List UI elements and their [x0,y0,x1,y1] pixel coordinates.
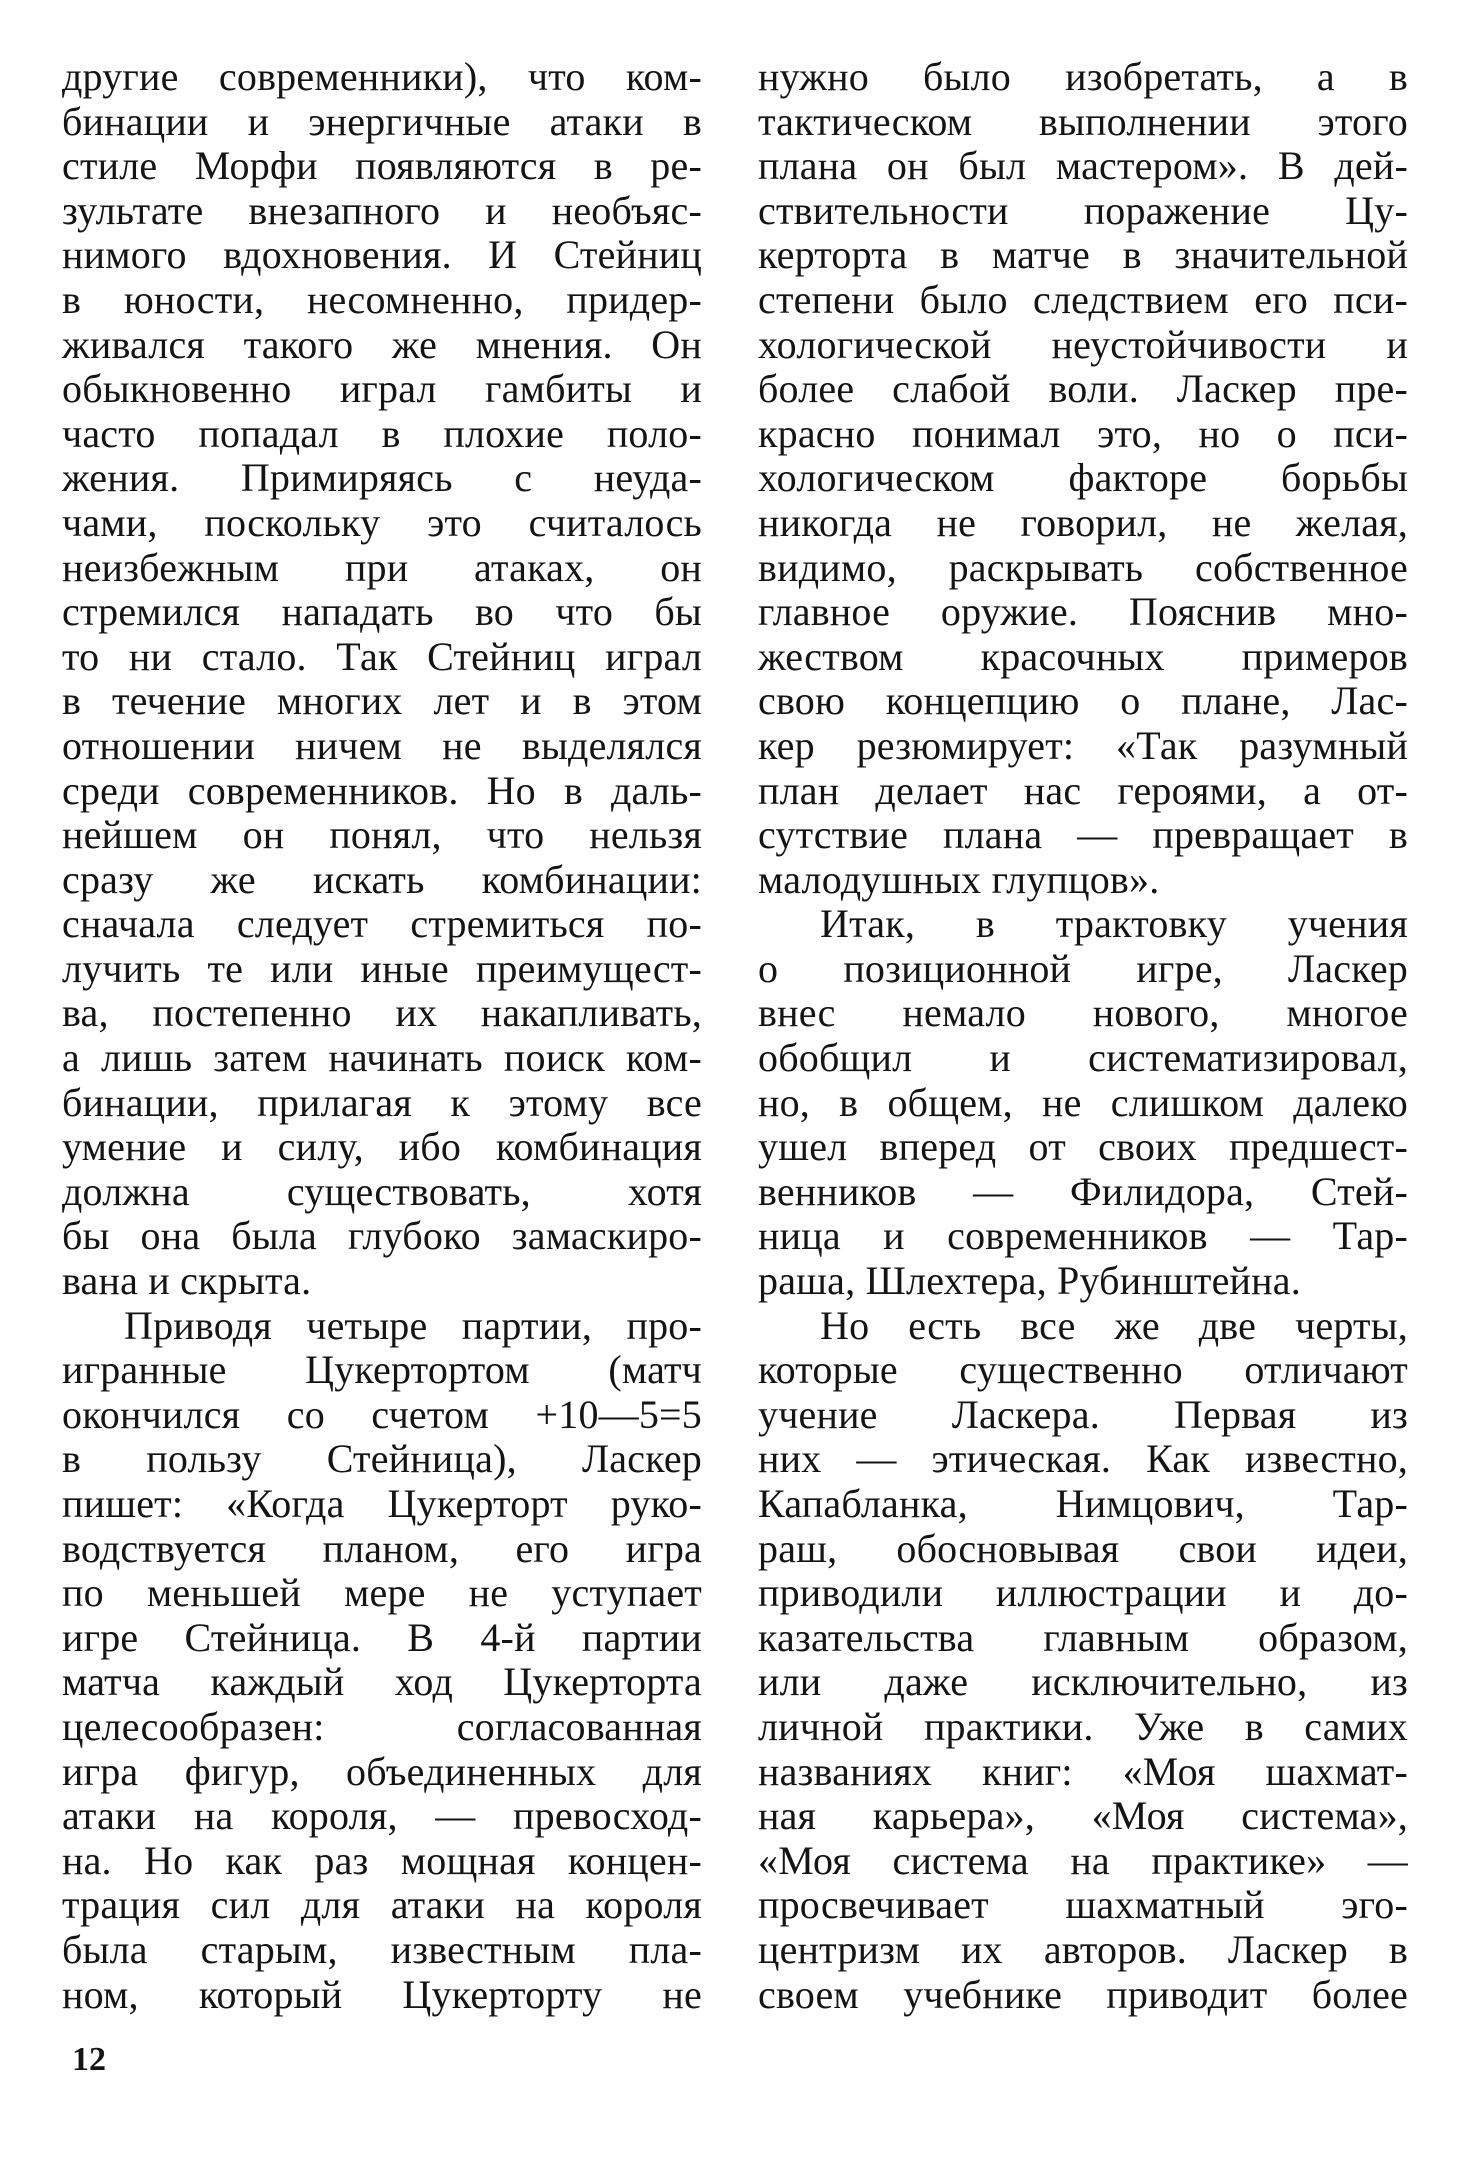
right-text-column [758,55,1408,2017]
text-line: ва, постепенно их накапливать, [62,990,702,1036]
text-line: «Моя система на практике» — [758,1837,1408,1883]
text-line: неизбежным при атаках, он [62,544,702,590]
text-line: главное оружие. Пояснив мно- [758,589,1408,635]
text-line: часто попадал в плохие поло- [62,410,702,456]
text-line: тактическом выполнении этого [758,98,1408,144]
text-line: по меньшей мере не уступает [62,1570,702,1616]
text-line: бинации и энергичные атаки в [62,98,702,144]
text-line: никогда не говорил, не желая, [758,499,1408,545]
text-line: хологическом факторе борьбы [758,455,1408,501]
text-line: нейшем он понял, что нельзя [62,812,702,858]
text-line: о позиционной игре, Ласкер [758,945,1408,991]
text-line: степени было следствием его пси- [758,276,1408,322]
text-line: ном, который Цукерторту не [62,1971,702,2017]
text-line: водствуется планом, его игра [62,1525,702,1571]
text-line: жеством красочных примеров [758,633,1408,679]
text-line: другие современники), что ком- [62,54,702,99]
text-line: обыкновенно играл гамбиты и [62,366,702,412]
text-line: свою концепцию о плане, Лас- [758,678,1408,724]
text-line-paragraph-start: Итак, в трактовку учения [820,901,1408,947]
text-line: названиях книг: «Моя шахмат- [758,1748,1408,1794]
text-line: чами, поскольку это считалось [62,499,702,545]
left-text-column [62,55,702,2017]
text-line: матча каждый ход Цукерторта [62,1659,702,1705]
text-line: окончился со счетом +10—5=5 [62,1391,702,1437]
text-line: керторта в матче в значительной [758,232,1408,278]
text-line: то ни стало. Так Стейниц играл [62,633,702,679]
text-line: трация сил для атаки на короля [62,1882,702,1928]
text-line: но, в общем, не слишком далеко [758,1079,1408,1125]
text-line: или даже исключительно, из [758,1659,1408,1705]
text-line: план делает нас героями, а от- [758,767,1408,813]
text-line: стремился нападать во что бы [62,589,702,635]
text-line: жения. Примиряясь с неуда- [62,455,702,501]
text-line: кер резюмирует: «Так разумный [758,722,1408,768]
text-line: бы она была глубоко замаскиро- [62,1213,702,1259]
text-line-paragraph-end: раша, Шлехтера, Рубинштейна. [758,1258,1301,1304]
text-line: стиле Морфи появляются в ре- [62,143,702,189]
text-line: плана он был мастером». В дей- [758,143,1408,189]
text-line: в юности, несомненно, придер- [62,276,702,322]
text-line: в течение многих лет и в этом [62,678,702,724]
text-line-paragraph-end: малодушных глупцов». [758,856,1160,902]
text-line: атаки на короля, — превосход- [62,1793,702,1839]
text-line: игранные Цукертортом (матч [62,1347,702,1393]
text-line: умение и силу, ибо комбинация [62,1124,702,1170]
text-line: ница и современников — Тар- [758,1213,1408,1259]
text-line-spaced: должна существовать, хотя [62,1168,702,1214]
text-line: живался такого же мнения. Он [62,321,702,367]
page-number: 12 [72,2041,106,2078]
text-line: просвечивает шахматный эго- [758,1882,1408,1928]
text-line: нужно было изобретать, а в [758,54,1408,99]
text-line: ствительности поражение Цу- [758,187,1408,233]
text-line: лучить те или иные преимущест- [62,945,702,991]
text-line: обобщил и систематизировал, [758,1035,1408,1081]
text-line: сначала следует стремиться по- [62,901,702,947]
text-line: игра фигур, объединенных для [62,1748,702,1794]
text-line-paragraph-start: Приводя четыре партии, про- [124,1302,702,1348]
text-line: в пользу Стейница), Ласкер [62,1436,702,1482]
text-line: Капабланка, Нимцович, Тар- [758,1481,1408,1526]
text-line: ушел вперед от своих предшест- [758,1124,1408,1170]
text-line: нимого вдохновения. И Стейниц [62,232,702,278]
text-line: среди современников. Но в даль- [62,767,702,813]
text-line: которые существенно отличают [758,1347,1408,1393]
text-line: сутствие плана — превращает в [758,812,1408,858]
text-line: целесообразен: согласованная [62,1703,702,1749]
text-line: ная карьера», «Моя система», [758,1793,1408,1839]
text-line: центризм их авторов. Ласкер в [758,1926,1408,1972]
text-line: венников — Филидора, Стей- [758,1168,1408,1214]
text-line: бинации, прилагая к этому все [62,1079,702,1125]
text-line: раш, обосновывая свои идеи, [758,1525,1408,1571]
text-line: сразу же искать комбинации: [62,856,702,902]
text-line: казательства главным образом, [758,1614,1408,1660]
text-line: внес немало нового, многое [758,990,1408,1036]
text-line: а лишь затем начинать поиск ком- [62,1035,702,1081]
text-line: была старым, известным пла- [62,1926,702,1972]
text-line: личной практики. Уже в самих [758,1703,1408,1749]
text-line: пишет: «Когда Цукерторт руко- [62,1481,702,1526]
text-line: хологической неустойчивости и [758,321,1408,367]
text-line-paragraph-start: Но есть все же две черты, [820,1302,1408,1348]
text-line: своем учебнике приводит более [758,1971,1408,2017]
text-line: видимо, раскрывать собственное [758,544,1408,590]
text-line: на. Но как раз мощная концен- [62,1837,702,1883]
text-line: отношении ничем не выделялся [62,722,702,768]
text-line: зультате внезапного и необъяс- [62,187,702,233]
text-line: учение Ласкера. Первая из [758,1391,1408,1437]
text-line: них — этическая. Как известно, [758,1436,1408,1482]
text-line-paragraph-end: вана и скрыта. [62,1258,312,1304]
text-line: игре Стейница. В 4-й партии [62,1614,702,1660]
text-line: более слабой воли. Ласкер пре- [758,366,1408,412]
text-line: приводили иллюстрации и до- [758,1570,1408,1616]
text-line: красно понимал это, но о пси- [758,410,1408,456]
